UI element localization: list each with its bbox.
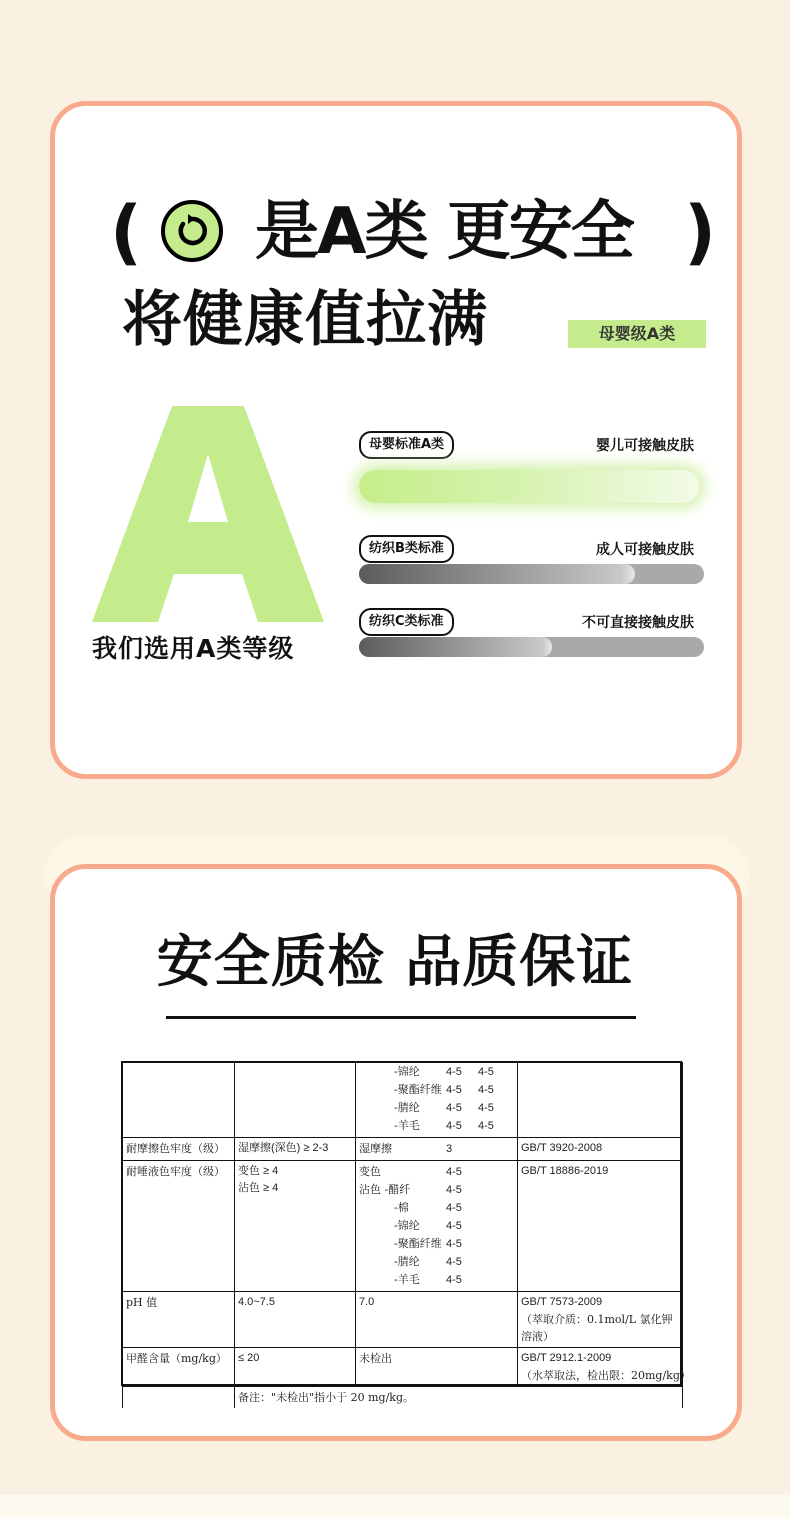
level-c-bar xyxy=(359,637,704,657)
subheadline: 将健康值拉满 xyxy=(122,285,488,355)
grade-tag: 母婴级A类 xyxy=(568,320,706,348)
table-cell xyxy=(518,1063,683,1138)
level-c-bar-fill xyxy=(359,637,552,657)
table-cell: 变色 4-5 沾色 -醋纤 4-5 -棉 4-5 -锦纶 4-5 -聚酯纤维 4-5 -腈纶 4-5 -羊毛 4-5 xyxy=(356,1161,518,1292)
table-cell: 湿摩擦(深色) ≥ 2-3 xyxy=(235,1138,356,1161)
table-cell xyxy=(235,1063,356,1138)
table-cell: 甲醛含量（mg/kg） xyxy=(123,1348,235,1387)
table-cell xyxy=(123,1063,235,1138)
bottom-band xyxy=(0,1495,790,1517)
table-cell: GB/T 18886-2019 xyxy=(518,1161,683,1292)
headline-text: 是A类 更安全 xyxy=(255,195,633,269)
level-b-note: 成人可接触皮肤 xyxy=(596,542,694,558)
level-b-bar xyxy=(359,564,704,584)
table-row xyxy=(123,1161,683,1292)
table-cell xyxy=(356,1063,518,1138)
table-row xyxy=(123,1387,683,1409)
table-cell: ≤ 20 xyxy=(235,1348,356,1387)
level-a-bar xyxy=(359,470,699,503)
table-cell: GB/T 2912.1-2009 （水萃取法，检出限：20mg/kg） xyxy=(518,1348,683,1387)
table-cell: GB/T 3920-2008 xyxy=(518,1138,683,1161)
result-line: -腈纶 4-5 4-5 xyxy=(394,1101,494,1114)
test-report-table xyxy=(122,1062,691,1408)
headline xyxy=(110,192,730,272)
refresh-icon xyxy=(161,200,223,262)
level-a-label: 母婴标准A类 xyxy=(359,431,454,459)
table-cell xyxy=(123,1387,235,1409)
table-cell: 耐唾液色牢度（级） xyxy=(123,1161,235,1292)
grade-caption: 我们选用A类等级 xyxy=(92,634,295,663)
table-row xyxy=(123,1292,683,1348)
headline-right-paren: ) xyxy=(684,191,714,273)
big-letter-a-graphic xyxy=(92,406,324,622)
level-b-bar-fill xyxy=(359,564,635,584)
inspection-title: 安全质检 品质保证 xyxy=(156,930,634,995)
table-footnote: 备注："未检出"指小于 20 mg/kg。 xyxy=(235,1387,683,1409)
table-cell: 4.0~7.5 xyxy=(235,1292,356,1348)
table-cell: GB/T 7573-2009 （萃取介质：0.1mol/L 氯化钾溶液） xyxy=(518,1292,683,1348)
table-cell: 变色 ≥ 4 沾色 ≥ 4 xyxy=(235,1161,356,1292)
level-a-note: 婴儿可接触皮肤 xyxy=(596,438,694,454)
result-line: -聚酯纤维 4-5 4-5 xyxy=(394,1083,494,1096)
result-line: -锦纶 4-5 4-5 xyxy=(394,1065,494,1078)
level-c-note: 不可直接接触皮肤 xyxy=(582,615,694,631)
test-report-image xyxy=(121,1061,691,1404)
table-cell: 7.0 xyxy=(356,1292,518,1348)
level-b-label: 纺织B类标准 xyxy=(359,535,454,563)
table-row xyxy=(123,1348,683,1387)
table-row xyxy=(123,1063,683,1138)
table-cell: pH 值 xyxy=(123,1292,235,1348)
headline-left-paren: ( xyxy=(110,191,140,273)
level-c-label: 纺织C类标准 xyxy=(359,608,454,636)
title-underline xyxy=(166,1016,636,1019)
table-cell: 耐摩擦色牢度（级） xyxy=(123,1138,235,1161)
result-line: -羊毛 4-5 4-5 xyxy=(394,1119,494,1132)
table-cell: 湿摩擦 3 xyxy=(356,1138,518,1161)
table-cell: 未检出 xyxy=(356,1348,518,1387)
table-row xyxy=(123,1138,683,1161)
